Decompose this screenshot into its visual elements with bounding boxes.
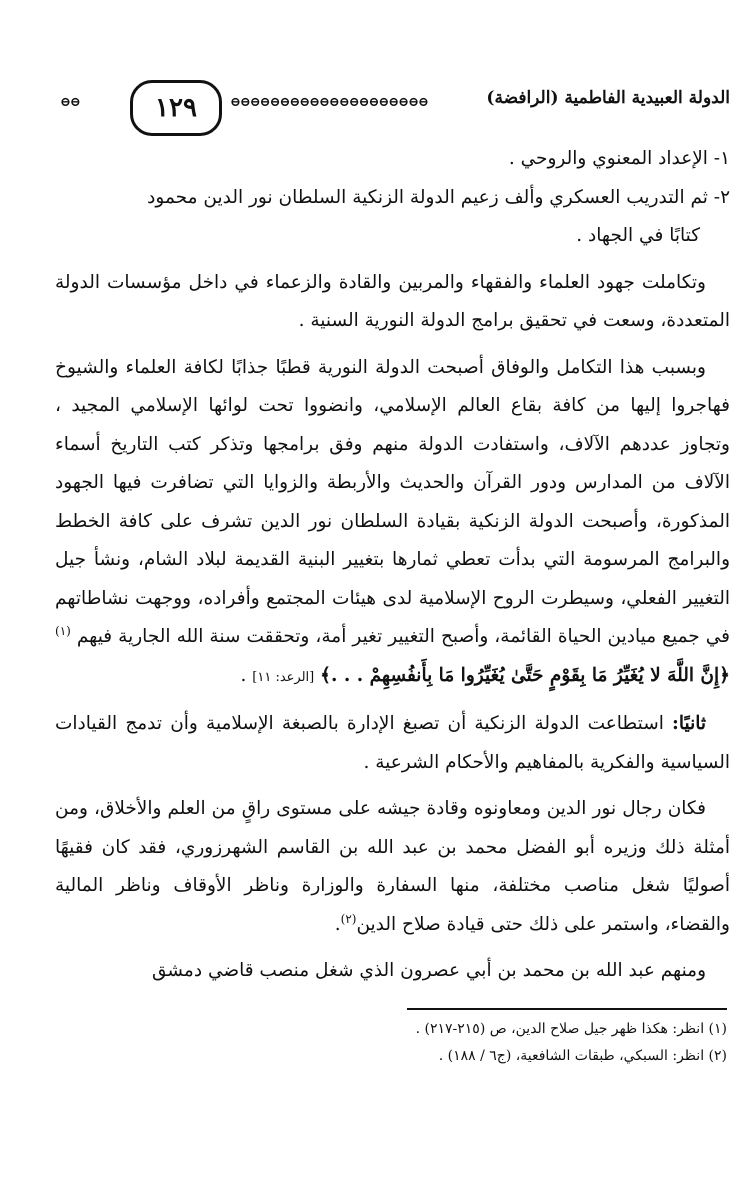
paragraph-5: ومنهم عبد الله بن محمد بن أبي عصرون الذي شغل منصب قاضي دمشق: [151, 960, 706, 981]
ornament-left: ⊖⊖: [60, 96, 80, 110]
paragraph-2-text: وبسبب هذا التكامل والوفاق أصبحت الدولة النورية قطبًا جذابًا لكافة العلماء والشيوخ فهاجروا إليها من كافة بقاع العالم الإسلامي، وانضووا تحت لوائها الإسلامي المجيد ، وتجاوز عددهم الآلاف، واستفادت الدولة منهم وفق برامجها وتذكر كتب التاريخ أسماء الآلاف من المدارس ودور القرآن والحديث والأربطة والزوايا التي تضافرت فيها الجهود المذكورة، وأصبحت الدولة الزنكية بقيادة السلطان نور الدين تشرف على كافة الخطط والبرامج المرسومة التي بدأت تعطي ثمارها بتغيير البنية القديمة لبلاد الشام، ونشأ جيل التغيير الفعلي، وسيطرت الروح الإسلامية لدى هيئات المجتمع وأفراده، ووجهت نشاطاتهم في جميع ميادين الحياة القائمة، وأصبح التغيير تغير أمة، وتحققت سنة الله الجارية فيهم: [55, 356, 730, 647]
paragraph-4-text: فكان رجال نور الدين ومعاونوه وقادة جيشه على مستوى راقٍ من العلم والأخلاق، ومن أمثلة ذلك وزيره أبو الفضل محمد بن عبد الله بن القاسم الشهرزوري، فقد كان فقيهًا أصوليًا شغل مناصب مختلفة، منها السفارة والوزارة وناظر الأوقاف وناظر المالية والقضاء، واستمر على ذلك حتى قيادة صلاح الدين: [55, 798, 730, 935]
footnote-ref-2[interactable]: (٢): [340, 911, 357, 926]
paragraph-1: وتكاملت جهود العلماء والفقهاء والمربين والقادة والزعماء في داخل مؤسسات الدولة المتعددة، وسعت في تحقيق برامج الدولة النورية السنية .: [55, 271, 730, 331]
paragraph-3-text: استطاعت الدولة الزنكية أن تصبغ الإدارة بالصبغة الإسلامية وأن تدمج القيادات السياسية والفكرية بالمفاهيم والأحكام الشرعية .: [55, 713, 730, 773]
surah-reference: [الرعد: ١١]: [252, 669, 315, 685]
paragraph-4: [55, 790, 730, 944]
footnote-ref-1[interactable]: (١): [55, 623, 71, 638]
paragraph-2-end: .: [240, 664, 253, 686]
list-item-2: [55, 179, 730, 256]
page-header: [60, 78, 730, 138]
paragraph-4-end: .: [334, 913, 341, 935]
page-number: ١٢٩: [130, 80, 222, 136]
list-item-2-line1: ٢- ثم التدريب العسكري وألف زعيم الدولة الزنكية السلطان نور الدين محمود: [147, 186, 730, 208]
body-text: [55, 140, 730, 991]
quran-verse: ﴿إِنَّ اللَّهَ لا يُغَيِّرُ مَا بِقَوْمٍ حَتَّىٰ يُغَيِّرُوا مَا بِأَنفُسِهِمْ . . .﴾: [320, 664, 730, 686]
running-title: الدولة العبيدية الفاطمية (الرافضة): [486, 88, 730, 108]
list-item-2-line2: كتابًا في الجهاد .: [576, 225, 700, 246]
paragraph-3-lead: ثانيًا:: [672, 713, 706, 734]
footnote-2: (٢) انظر: السبكي، طبقات الشافعية، (ج٦ / ١٨٨) .: [438, 1048, 727, 1064]
paragraph-3: [55, 705, 730, 782]
footnote-1: (١) انظر: هكذا ظهر جيل صلاح الدين، ص (٢١٥-٢١٧) .: [415, 1021, 727, 1037]
footnotes: [47, 1016, 727, 1070]
ornament-divider: ⊖⊖⊖⊖⊖⊖⊖⊖⊖⊖⊖⊖⊖⊖⊖⊖⊖⊖⊖⊖: [230, 96, 428, 110]
footnote-separator: [407, 1008, 727, 1010]
list-item-1: ١- الإعداد المعنوي والروحي .: [508, 148, 730, 169]
paragraph-2: [55, 349, 730, 698]
